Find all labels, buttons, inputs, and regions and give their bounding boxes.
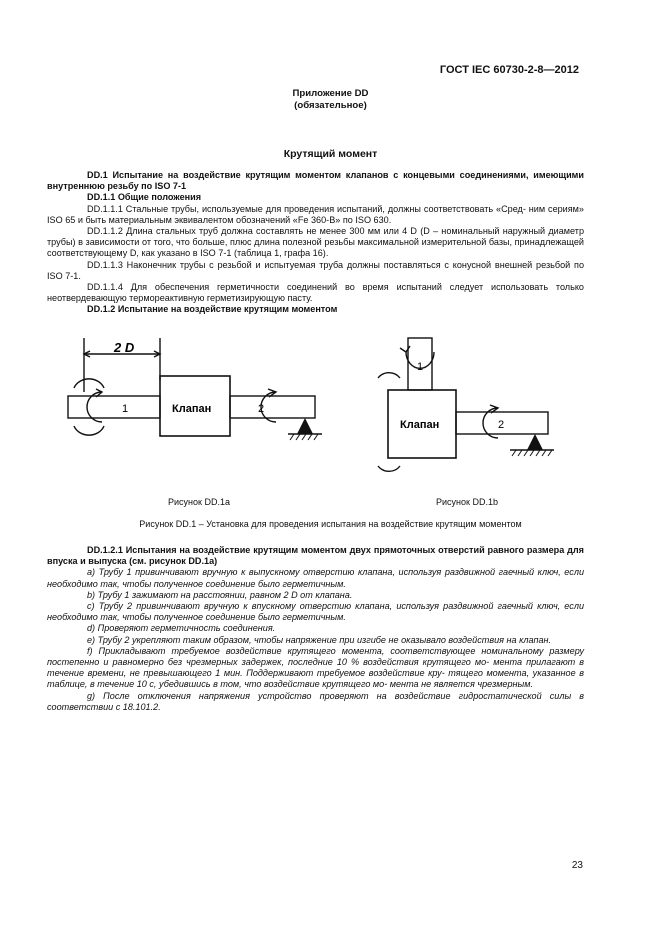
figure-caption: Рисунок DD.1 – Установка для проведения испытания на воздействие крутящим моментом [139,519,522,529]
label-pipe-1-b: 1 [417,361,424,373]
caption-figure-a: Рисунок DD.1a [168,497,230,507]
step-c: c) Трубу 2 привинчивают вручную к впускному отверстию клапана, используя раздвижной гаечный ключ, если необходимо так, чтобы полученное соединение было герметичным. [47,601,584,623]
dd1-heading: DD.1 Испытание на воздействие крутящим моментом клапанов с концевыми соединениями, имеющими внутреннюю резьбу по ISO 7-1 [47,170,584,192]
dd1-block [47,170,584,316]
figure-dd1a [60,330,330,450]
figure-dd1b [370,330,570,475]
step-b: b) Трубу 1 зажимают на расстоянии, равном 2 D от клапана. [87,589,353,600]
label-pipe-2: 2 [258,403,265,415]
step-g: g) После отключения напряжения устройство проверяют на воздействие гидростатической силы в соответствии с 18.101.2. [47,690,584,712]
paragraph-dd114: DD.1.1.4 Для обеспечения герметичности соединений во время испытаний следует использовать только неотвердевающую термореактивную герметизирующую пасту. [47,282,584,304]
step-e: е) Трубу 2 укрепляют таким образом, чтобы напряжение при изгибе не оказывало воздействия на клапан. [87,634,552,645]
annex-subtitle: (обязательное) [294,100,367,111]
dd121-heading: DD.1.2.1 Испытания на воздействие крутящим моментом двух прямоточных отверстий равного размера для впуска и выпуска (см. рисунок DD.1а) [47,545,584,567]
dd11-heading: DD.1.1 Общие положения [87,192,202,203]
paragraph-dd112: DD.1.1.2 Длина стальных труб должна составлять не менее 300 мм или 4 D (D – номинальный наружный диаметр трубы) в зависимости от того, что больше, плюс длина полезной резьбы максимальной измерительной базы, принадлежащей соответствующему D, как указано в ISO 7-1 (таблица 1, графа 16). [47,226,584,259]
annex-heading [0,88,661,112]
pipe-1 [68,396,160,418]
label-2d: 2 D [114,340,135,355]
label-valve-a: Клапан [172,403,212,415]
step-d: d) Проверяют герметичность соединения. [87,623,276,634]
standard-designation: ГОСТ IEC 60730-2-8—2012 [439,64,579,76]
pipe-2 [230,396,315,418]
annex-title: Приложение DD [292,88,369,99]
label-pipe-2-b: 2 [498,419,505,431]
section-title: Крутящий момент [283,148,378,160]
dd12-heading: DD.1.2 Испытание на воздействие крутящим моментом [87,304,338,315]
label-valve-b: Клапан [400,419,440,431]
step-a: а) Трубу 1 привинчивают вручную к выпускному отверстию клапана, используя раздвижной гаечный ключ, если необходимо так, чтобы полученное соединение было герметичным. [47,567,584,589]
dd121-block [47,545,584,713]
caption-figure-b: Рисунок DD.1b [436,497,498,507]
label-pipe-1: 1 [122,403,129,415]
step-f: f) Прикладывают требуемое воздействие крутящего момента, соответствующее номинальному размеру постепенно и равномерно без чрезмерных задержек, последние 10 % воздействия крутящего мо- мента прилагают в течение времени, не превышающего 1 мин. Поддерживают требуемое воздействие кру- тящего момента, указанное в таблице, в течение 10 с, убедившись в том, что воздействие крутящего мо- мента не является чрезмерным. [47,645,584,690]
paragraph-dd113: DD.1.1.3 Наконечник трубы с резьбой и испытуемая труба должны поставляться с конусной внешней резьбой по ISO 7-1. [47,259,584,281]
page-number: 23 [571,860,583,871]
paragraph-dd111: DD.1.1.1 Стальные трубы, используемые для проведения испытаний, должны соответствовать «Сред- ним сериям» ISO 65 и быть материальным эквивалентом обозначений «Fe 360-B» по ISO 630. [47,203,584,225]
